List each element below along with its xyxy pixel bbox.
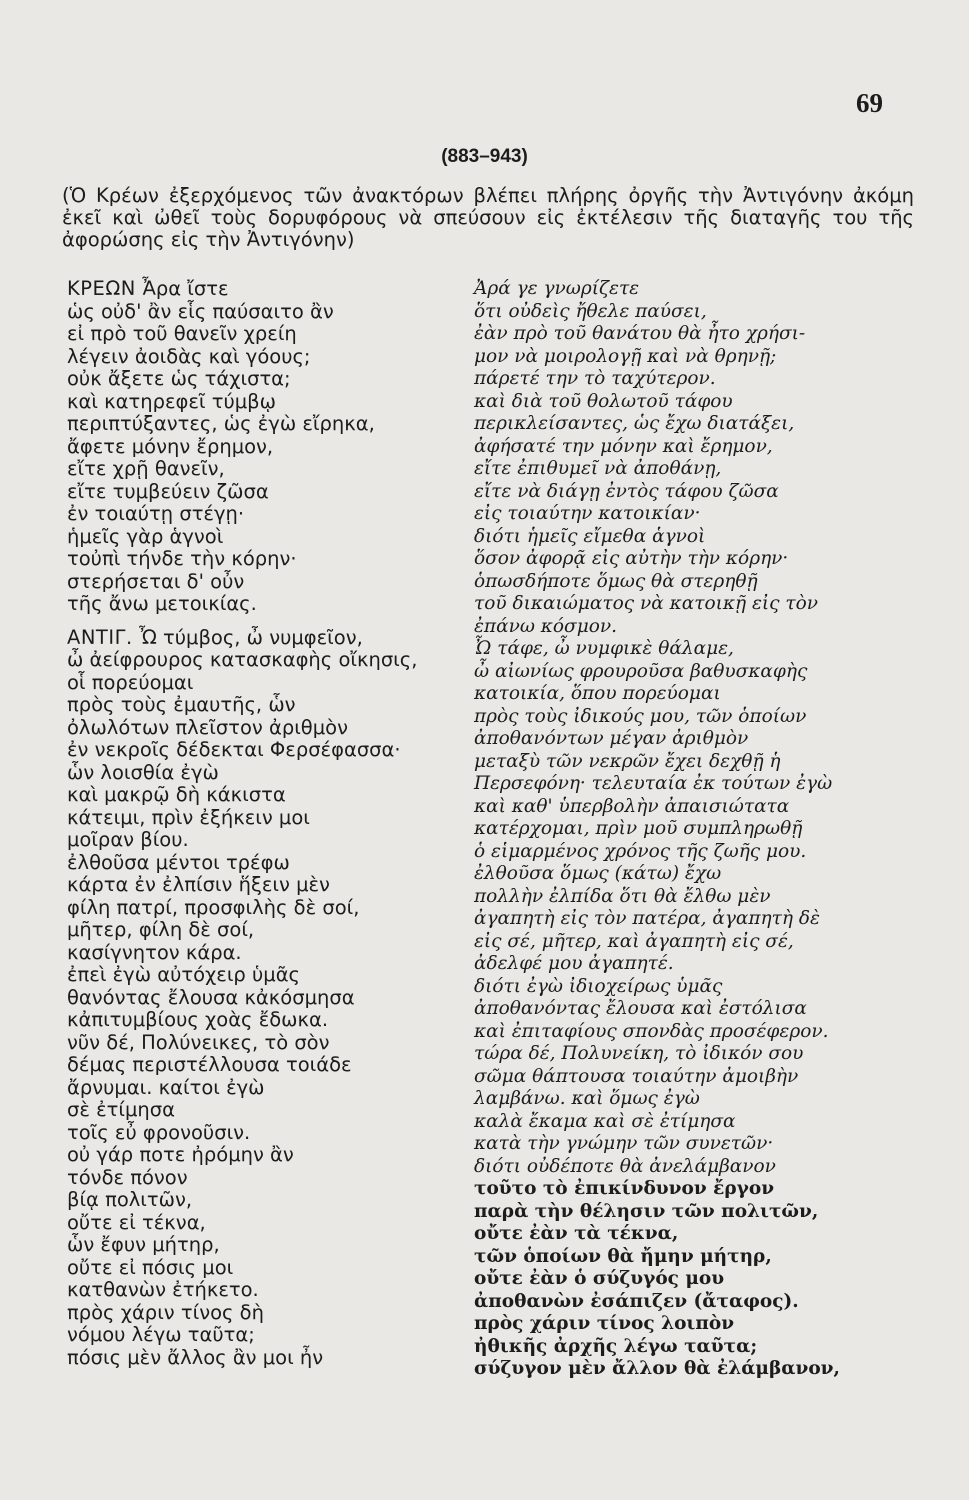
original-line xyxy=(67,672,417,695)
original-line-text: νῦν δέ, Πολύνεικες, τὸ σὸν xyxy=(67,1030,330,1054)
original-line xyxy=(67,919,417,942)
translation-line: ἐὰν πρὸ τοῦ θανάτου θὰ ἦτο χρήσι- xyxy=(474,323,806,344)
translation-line: ὅτι οὐδεὶς ἤθελε παύσει, xyxy=(474,300,707,322)
translation-line: πρὸς τοὺς ἰδικούς μου, τῶν ὁποίων xyxy=(474,705,807,727)
translation-line: ἠθικῆς ἀρχῆς λέγω ταῦτα; xyxy=(474,1335,758,1357)
translation-line: τοῦτο τὸ ἐπικίνδυνον ἔργον xyxy=(474,1178,775,1199)
original-line xyxy=(67,368,417,391)
translation-line: εἰς τοιαύτην κατοικίαν· xyxy=(474,503,701,524)
original-line-text: εἰ πρὸ τοῦ θανεῖν χρείη xyxy=(67,322,297,345)
original-line-text: μῆτερ, φίλη δὲ σοί, xyxy=(67,918,255,941)
original-line xyxy=(67,762,417,785)
original-line xyxy=(67,1279,417,1302)
original-line-text: οὔτε εἰ πόσις μοι xyxy=(67,1255,234,1279)
original-line xyxy=(67,571,417,594)
original-line xyxy=(67,807,417,830)
translation-line: οὔτε ἐὰν ὁ σύζυγός μου xyxy=(474,1268,725,1289)
translation-line: ἀποθανόντας ἔλουσα καὶ ἐστόλισα xyxy=(474,998,807,1019)
translation-line: διότι ἡμεῖς εἴμεθα ἁγνοὶ xyxy=(474,525,706,547)
translation-line: οὔτε ἐὰν τὰ τέκνα, xyxy=(474,1223,679,1244)
original-line-text: ἐπεὶ ἐγὼ αὐτόχειρ ὑμᾶς xyxy=(67,963,301,986)
translation-line: λαμβάνω. καὶ ὅμως ἐγὼ xyxy=(474,1088,700,1109)
original-line xyxy=(67,852,417,875)
translation-line: Ὦ τάφε, ὦ νυμφικὲ θάλαμε, xyxy=(474,638,734,659)
original-line xyxy=(67,1302,417,1325)
translation-line: καὶ διὰ τοῦ θολωτοῦ τάφου xyxy=(474,390,733,412)
original-line-text: ἐν τοιαύτῃ στέγῃ· xyxy=(67,502,245,525)
translation-line: κατέρχομαι, πρὶν μοῦ συμπληρωθῇ xyxy=(474,818,803,839)
translation-line: Ἀρά γε γνωρίζετε xyxy=(474,278,640,299)
translation-line: εἰς σέ, μῆτερ, καὶ ἀγαπητὴ εἰς σέ, xyxy=(474,930,794,952)
original-line xyxy=(67,1122,417,1145)
translation-line: κατοικία, ὅπου πορεύομαι xyxy=(474,683,721,704)
original-line-text: καὶ κατηρεφεῖ τύμβῳ xyxy=(67,389,276,413)
original-line xyxy=(67,526,417,549)
original-line-text: στερήσεται δ' οὖν xyxy=(67,569,245,593)
original-line xyxy=(67,391,417,414)
original-line xyxy=(67,987,417,1010)
original-line xyxy=(67,627,417,650)
original-line-text: οὔτε εἰ τέκνα, xyxy=(67,1210,206,1234)
translation-line: κατὰ τὴν γνώμην τῶν συνετῶν· xyxy=(474,1133,774,1154)
original-line xyxy=(67,436,417,459)
translation-line: ὁπωσδήποτε ὅμως θὰ στερηθῇ xyxy=(474,570,758,592)
original-line-text: τόνδε πόνον xyxy=(67,1165,188,1189)
original-line xyxy=(67,593,417,616)
line-range-heading: (883–943) xyxy=(441,146,528,167)
translation-line: Περσεφόνη· τελευταία ἐκ τούτων ἐγὼ xyxy=(474,773,833,794)
original-line xyxy=(67,1077,417,1100)
original-line-text: Ἆρα ἴστε xyxy=(142,277,229,300)
original-line-text: περιπτύξαντες, ὡς ἐγὼ εἴρηκα, xyxy=(67,412,375,435)
translation-line: ὦ αἰωνίως φρουροῦσα βαθυσκαφὴς xyxy=(474,660,808,682)
original-line xyxy=(67,694,417,717)
original-line-text: Ὦ τύμβος, ὦ νυμφεῖον, xyxy=(138,625,363,649)
translation-line: ἀδελφέ μου ἀγαπητέ. xyxy=(474,953,674,974)
original-line-text: ὀλωλότων πλεῖστον ἀριθμὸν xyxy=(67,715,348,739)
original-line-text: οὐ γάρ ποτε ἠρόμην ἂν xyxy=(67,1143,294,1166)
original-line xyxy=(67,346,417,369)
original-line xyxy=(67,458,417,481)
original-line-text: κἀπιτυμβίους χοὰς ἔδωκα. xyxy=(67,1008,329,1031)
original-line xyxy=(67,1099,417,1122)
translation-line: παρὰ τὴν θέλησιν τῶν πολιτῶν, xyxy=(474,1200,819,1222)
original-line xyxy=(67,942,417,965)
original-line-text: ὦ ἀείφρουρος κατασκαφὴς οἴκησις, xyxy=(67,648,418,671)
original-line xyxy=(67,481,417,504)
original-line xyxy=(67,717,417,740)
original-line-text: ἐν νεκροῖς δέδεκται Φερσέφασσα· xyxy=(67,738,401,761)
speaker-name: ΑΝΤΙΓ. xyxy=(67,625,133,649)
original-line xyxy=(67,1144,417,1167)
original-line-text: κάτειμι, πρὶν ἐξήκειν μοι xyxy=(67,805,310,829)
translation-line: ἀποθανὼν ἐσάπιζεν (ἄταφος). xyxy=(474,1290,799,1312)
translation-line: ἀποθανόντων μέγαν ἀριθμὸν xyxy=(474,728,749,749)
translation-line: σύζυγον μὲν ἄλλον θὰ ἐλάμβανον, xyxy=(474,1358,840,1379)
original-line-text: πρὸς χάριν τίνος δὴ xyxy=(67,1300,264,1324)
original-line xyxy=(67,1347,417,1370)
original-line xyxy=(67,784,417,807)
original-line-text: οἷ πορεύομαι xyxy=(67,670,194,694)
translation-line: διότι οὐδέποτε θὰ ἀνελάμβανον xyxy=(474,1155,776,1177)
original-line-text: βίᾳ πολιτῶν, xyxy=(67,1188,193,1211)
original-line xyxy=(67,1189,417,1212)
original-line xyxy=(67,874,417,897)
original-line-text: λέγειν ἀοιδὰς καὶ γόους; xyxy=(67,344,311,368)
original-line-text: κάρτα ἐν ἐλπίσιν ἥξειν μὲν xyxy=(67,873,330,896)
translation-line: μον νὰ μοιρολογῇ καὶ νὰ θρηνῇ; xyxy=(474,345,777,367)
original-line xyxy=(67,1324,417,1347)
translation-line: εἴτε ἐπιθυμεῖ νὰ ἀποθάνῃ, xyxy=(474,458,722,479)
original-line xyxy=(67,503,417,526)
stage-direction: (Ὁ Κρέων ἐξερχόμενος τῶν ἀνακτόρων βλέπει πλήρης ὀργῆς τὴν Ἀντιγόνην ἀκόμη ἐκεῖ καὶ ὠθεῖ τοὺς δορυφόρους νὰ σπεύσουν εἰς ἐκτέλεσιν τῆς διαταγῆς του τῆς ἀφορώσης εἰς τὴν Ἀντιγόνην) xyxy=(62,184,914,251)
original-line-text: πόσις μὲν ἄλλος ἂν μοι ἦν xyxy=(67,1345,324,1369)
translation-line: πολλὴν ἐλπίδα ὅτι θὰ ἔλθω μὲν xyxy=(474,885,771,907)
original-line-text: νόμου λέγω ταῦτα; xyxy=(67,1323,255,1346)
original-line xyxy=(67,1054,417,1077)
original-line-text: ὧν λοισθία ἐγὼ xyxy=(67,760,219,784)
original-line-text: φίλη πατρί, προσφιλὴς δὲ σοί, xyxy=(67,895,360,919)
translation-line: ἐλθοῦσα ὅμως (κάτω) ἔχω xyxy=(474,863,722,884)
original-line-text: ἐλθοῦσα μέντοι τρέφω xyxy=(67,850,290,874)
speaker-name: ΚΡΕΩΝ xyxy=(67,277,136,300)
translation-line: ὁ εἱμαρμένος χρόνος τῆς ζωῆς μου. xyxy=(474,840,807,862)
original-line xyxy=(67,413,417,436)
original-line xyxy=(67,1257,417,1280)
original-line xyxy=(67,548,417,571)
translation-line: καὶ ἐπιταφίους σπονδὰς προσέφερον. xyxy=(474,1020,829,1042)
original-line-text: ἄφετε μόνην ἔρημον, xyxy=(67,434,274,458)
original-line-text: ὡς οὐδ' ἂν εἷς παύσαιτο ἂν xyxy=(67,299,334,323)
original-line-text: κατθανὼν ἐτήκετο. xyxy=(67,1278,259,1301)
original-line-text: εἴτε χρῇ θανεῖν, xyxy=(67,457,225,480)
original-line xyxy=(67,964,417,987)
translation-line: ἐπάνω κόσμον. xyxy=(474,615,617,637)
original-line xyxy=(67,1212,417,1235)
translation-line: τῶν ὁποίων θὰ ἤμην μήτηρ, xyxy=(474,1245,772,1267)
original-line-text: καὶ μακρῷ δὴ κάκιστα xyxy=(67,783,286,806)
translation-column xyxy=(474,278,840,1381)
translation-line: ἀφήσατέ την μόνην καὶ ἔρημον, xyxy=(474,435,773,457)
translation-line: τώρα δέ, Πολυνείκη, τὸ ἰδικόν σου xyxy=(474,1043,804,1064)
translation-line: μεταξὺ τῶν νεκρῶν ἔχει δεχθῇ ἡ xyxy=(474,750,781,772)
original-line xyxy=(67,278,417,301)
original-line xyxy=(67,1234,417,1257)
translation-line: σῶμα θάπτουσα τοιαύτην ἀμοιβὴν xyxy=(474,1065,799,1087)
original-line-text: οὐκ ἄξετε ὡς τάχιστα; xyxy=(67,367,291,390)
translation-line: τοῦ δικαιώματος νὰ κατοικῇ εἰς τὸν xyxy=(474,593,818,614)
original-line xyxy=(67,1032,417,1055)
original-line-text: τῆς ἄνω μετοικίας. xyxy=(67,592,257,615)
original-line xyxy=(67,739,417,762)
translation-line: καὶ καθ' ὑπερβολὴν ἀπαισιώτατα xyxy=(474,795,790,817)
original-line-text: τοῖς εὖ φρονοῦσιν. xyxy=(67,1120,251,1144)
original-line xyxy=(67,1167,417,1190)
translation-line: πρὸς χάριν τίνος λοιπὸν xyxy=(474,1313,735,1334)
translation-line: περικλείσαντες, ὡς ἔχω διατάξει, xyxy=(474,413,795,434)
original-line xyxy=(67,649,417,672)
original-line-text: τοὐπὶ τήνδε τὴν κόρην· xyxy=(67,547,297,570)
translation-line: ἀγαπητὴ εἰς τὸν πατέρα, ἀγαπητὴ δὲ xyxy=(474,908,820,929)
original-line xyxy=(67,1009,417,1032)
original-line-text: ἄρνυμαι. καίτοι ἐγὼ xyxy=(67,1075,265,1099)
translation-line: ὅσον ἀφορᾷ εἰς αὐτὴν τὴν κόρην· xyxy=(474,548,789,569)
original-line-text: κασίγνητον κάρα. xyxy=(67,940,242,964)
original-line-text: μοῖραν βίου. xyxy=(67,828,189,851)
original-line-text: ἡμεῖς γὰρ ἁγνοὶ xyxy=(67,524,224,548)
original-line xyxy=(67,897,417,920)
original-line-text: θανόντας ἔλουσα κἀκόσμησα xyxy=(67,985,355,1009)
translation-line: πάρετέ την τὸ ταχύτερον. xyxy=(474,368,716,389)
translation-line: εἴτε νὰ διάγῃ ἐντὸς τάφου ζῶσα xyxy=(474,480,779,502)
original-line xyxy=(67,301,417,324)
original-text-column xyxy=(67,278,417,1369)
translation-line: διότι ἐγὼ ἰδιοχείρως ὑμᾶς xyxy=(474,975,723,997)
original-line xyxy=(67,829,417,852)
page-number: 69 xyxy=(856,88,883,118)
original-line-text: εἴτε τυμβεύειν ζῶσα xyxy=(67,479,269,503)
original-line-text: σὲ ἐτίμησα xyxy=(67,1098,175,1121)
original-line xyxy=(67,323,417,346)
original-line-text: δέμας περιστέλλουσα τοιάδε xyxy=(67,1053,352,1076)
original-line-text: πρὸς τοὺς ἐμαυτῆς, ὧν xyxy=(67,693,296,716)
translation-line: καλὰ ἔκαμα καὶ σὲ ἐτίμησα xyxy=(474,1110,736,1132)
original-line-text: ὧν ἔφυν μήτηρ, xyxy=(67,1233,220,1256)
